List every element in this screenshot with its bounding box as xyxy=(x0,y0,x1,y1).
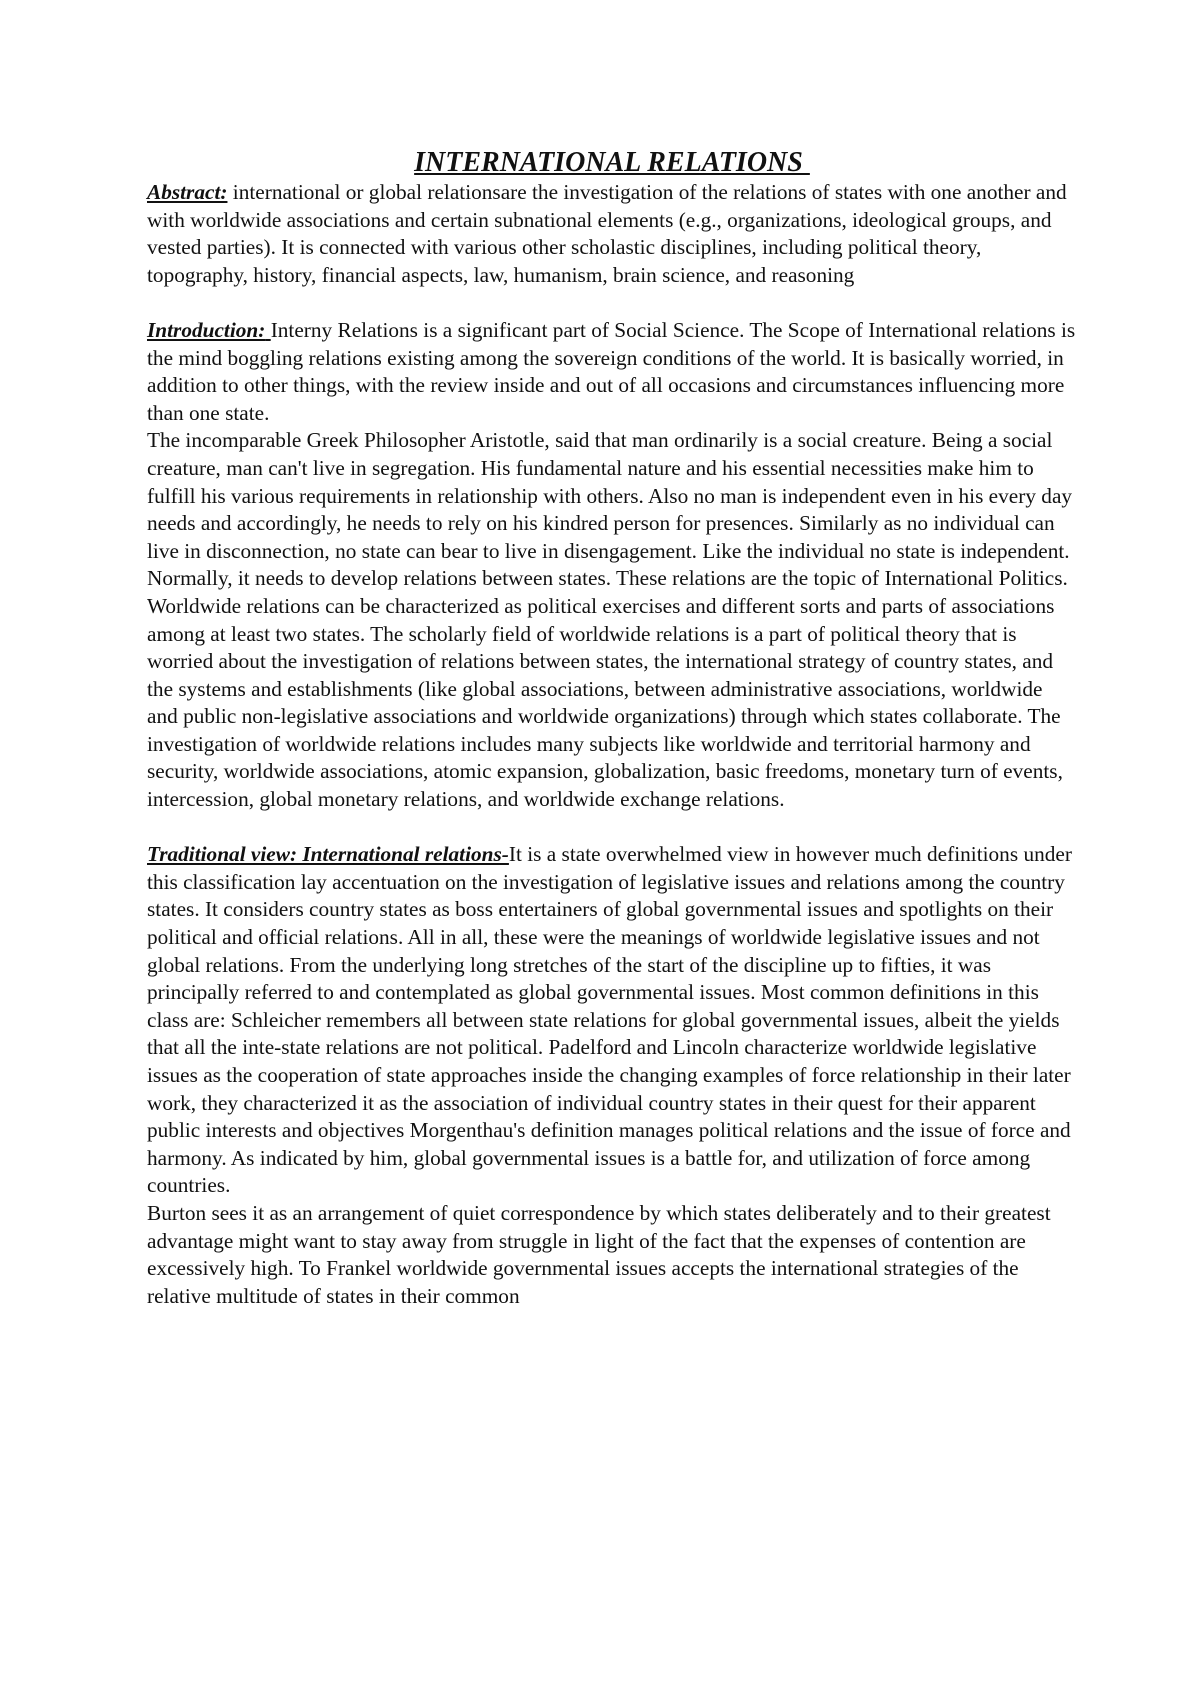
traditional-view-label: Traditional view: International relations- xyxy=(147,842,509,867)
page-title: INTERNATIONAL RELATIONS xyxy=(414,147,810,178)
traditional-view-paragraph-2: Burton sees it as an arrangement of quiet correspondence by which states deliberately and to their greatest advantage might want to stay away from struggle in light of the fact that the expenses of contention are excessively high. To Frankel worldwide governmental issues accepts the international strategies of the relative multitude of states in their common xyxy=(147,1200,1051,1308)
traditional-view-text-1: It is a state overwhelmed view in however much definitions under this classification lay accentuation on the investigation of legislative issues and relations among the country states. It considers country states as boss entertainers of global governmental issues and spotlights on their political and official relations. All in all, these were the meanings of worldwide legislative issues and not global relations. From the underlying long stretches of the start of the discipline up to fifties, it was principally referred to and contemplated as global governmental issues. Most common definitions in this class are: Schleicher remembers all between state relations for global governmental issues, albeit the yields that all the inte-state relations are not political. Padelford and Lincoln characterize worldwide legislative issues as the cooperation of state approaches inside the changing examples of force relationship in their later work, they characterized it as the association of individual country states in their quest for their apparent public interests and objectives Morgenthau's definition manages political relations and the issue of force and harmony. As indicated by him, global governmental issues is a battle for, and utilization of force among countries. xyxy=(147,842,1072,1198)
introduction-paragraph-2: The incomparable Greek Philosopher Aristotle, said that man ordinarily is a social creature. Being a social creature, man can't live in segregation. His fundamental nature and his essential necessities make him to fulfill his various requirements in relationship with others. Also no man is independent even in his every day needs and accordingly, he needs to rely on his kindred person for presences. Similarly as no individual can live in disconnection, no state can bear to live in disengagement. Like the individual no state is independent. Normally, it needs to develop relations between states. These relations are the topic of International Politics. xyxy=(147,428,1073,591)
paragraph-spacer xyxy=(147,289,1077,317)
traditional-view-paragraph-1 xyxy=(147,841,1077,1200)
abstract-paragraph xyxy=(147,179,1077,289)
paragraph-spacer xyxy=(147,814,1077,842)
introduction-label: Introduction: xyxy=(147,317,266,342)
abstract-text: international or global relationsare the investigation of the relations of states with one another and with worldwide associations and certain subnational elements (e.g., organizations, ideological groups, and vested parties). It is connected with various other scholastic disciplines, including political theory, topography, history, financial aspects, law, humanism, brain science, and reasoning xyxy=(147,180,1067,287)
introduction-paragraph-3: Worldwide relations can be characterized as political exercises and different sorts and parts of associations among at least two states. The scholarly field of worldwide relations is a part of political theory that is worried about the investigation of relations between states, the international strategy of country states, and the systems and establishments (like global associations, between administrative associations, worldwide and public non-legislative associations and worldwide organizations) through which states collaborate. The investigation of worldwide relations includes many subjects like worldwide and territorial harmony and security, worldwide associations, atomic expansion, globalization, basic freedoms, monetary turn of events, intercession, global monetary relations, and worldwide exchange relations. xyxy=(147,593,1063,812)
introduction-text-1: Interny Relations is a significant part of Social Science. The Scope of International relations is the mind boggling relations existing among the sovereign conditions of the world. It is basically worried, in addition to other things, with the review inside and out of all occasions and circumstances influencing more than one state. xyxy=(147,317,1076,425)
document-body xyxy=(147,146,1077,1310)
abstract-label: Abstract: xyxy=(147,180,228,204)
introduction-paragraph-1 xyxy=(147,317,1077,427)
